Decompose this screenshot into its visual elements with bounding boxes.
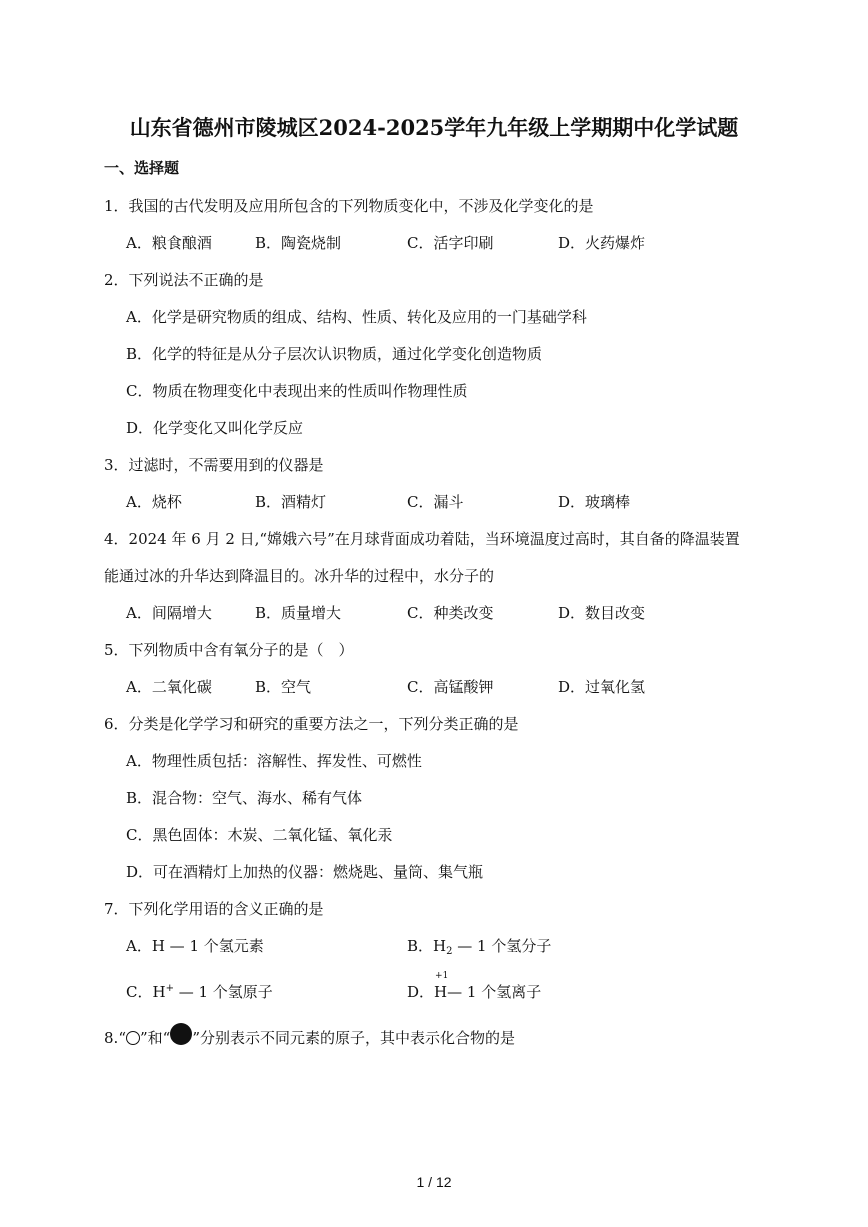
question-7-option-a[interactable]: A．H — 1 个氢元素: [126, 937, 264, 955]
question-3-option-b[interactable]: B．酒精灯: [255, 493, 327, 511]
quote-close-and: ”和“: [139, 1029, 171, 1047]
subscript-2: 2: [446, 946, 453, 957]
question-1-stem: 1．我国的古代发明及应用所包含的下列物质变化中，不涉及化学变化的是: [104, 197, 594, 215]
question-7-option-d[interactable]: [407, 971, 542, 1002]
question-4-option-d[interactable]: D．数目改变: [558, 604, 646, 622]
question-8-stem: [104, 1023, 515, 1048]
question-5-option-d[interactable]: D．过氧化氢: [558, 678, 646, 696]
question-2-stem: 2．下列说法不正确的是: [104, 271, 264, 289]
page-title: 山东省德州市陵城区2024-2025学年九年级上学期期中化学试题: [129, 115, 739, 140]
question-4-stem-line-1: 4．2024 年 6 月 2 日,“嫦娥六号”在月球背面成功着陆，当环境温度过高时，其自备的降温装置: [104, 530, 740, 548]
open-circle-atom-icon: [126, 1031, 140, 1045]
question-2-option-d[interactable]: D．化学变化又叫化学反应: [126, 419, 304, 437]
question-2-option-b[interactable]: B．化学的特征是从分子层次认识物质，通过化学变化创造物质: [126, 345, 543, 363]
question-1-option-d[interactable]: D．火药爆炸: [558, 234, 646, 252]
question-6-stem: 6．分类是化学学习和研究的重要方法之一，下列分类正确的是: [104, 715, 519, 733]
question-6-option-d[interactable]: D．可在酒精灯上加热的仪器：燃烧匙、量筒、集气瓶: [126, 863, 484, 881]
option-c-suffix: — 1 个氢原子: [173, 983, 273, 1001]
quote-open: “: [118, 1029, 126, 1047]
option-c-prefix: C．H: [126, 983, 166, 1001]
question-5-option-c[interactable]: C．高锰酸钾: [407, 678, 494, 696]
question-3-option-d[interactable]: D．玻璃棒: [558, 493, 631, 511]
question-4-option-a[interactable]: A．间隔增大: [126, 604, 212, 622]
page-number: 1 / 12: [416, 1174, 452, 1190]
option-b-suffix: — 1 个氢分子: [452, 937, 552, 955]
question-4-option-b[interactable]: B．质量增大: [255, 604, 342, 622]
superscript-plus: +: [165, 983, 174, 994]
question-5-stem: 5．下列物质中含有氧分子的是（ ）: [104, 641, 354, 659]
option-d-prefix: D．: [407, 983, 435, 1001]
section-heading: 一、选择题: [104, 159, 180, 177]
question-6-option-c[interactable]: C．黑色固体：木炭、二氧化锰、氧化汞: [126, 826, 393, 844]
question-3-option-c[interactable]: C．漏斗: [407, 493, 464, 511]
option-b-prefix: B．H: [407, 937, 447, 955]
question-6-option-b[interactable]: B．混合物：空气、海水、稀有气体: [126, 789, 363, 807]
question-1-option-a[interactable]: A．粮食酿酒: [126, 234, 212, 252]
valence-mark: +1: [435, 971, 449, 981]
question-6-option-a[interactable]: A．物理性质包括：溶解性、挥发性、可燃性: [126, 752, 422, 770]
question-3-stem: 3．过滤时，不需要用到的仪器是: [104, 456, 324, 474]
question-8-number: 8.: [104, 1029, 119, 1047]
valence-h: [434, 971, 449, 1001]
question-2-option-c[interactable]: C．物质在物理变化中表现出来的性质叫作物理性质: [126, 382, 468, 400]
question-3-option-a[interactable]: A．烧杯: [126, 493, 182, 511]
question-5-option-b[interactable]: B．空气: [255, 678, 312, 696]
filled-circle-atom-icon: [170, 1023, 192, 1045]
question-5-option-a[interactable]: A．二氧化碳: [126, 678, 212, 696]
question-8-text: ”分别表示不同元素的原子，其中表示化合物的是: [192, 1029, 515, 1047]
question-7-option-b[interactable]: [407, 935, 551, 957]
question-7-option-c[interactable]: [126, 981, 273, 1002]
question-1-option-b[interactable]: B．陶瓷烧制: [255, 234, 342, 252]
question-4-option-c[interactable]: C．种类改变: [407, 604, 494, 622]
question-1-option-c[interactable]: C．活字印刷: [407, 234, 494, 252]
valence-symbol: H: [434, 983, 448, 1001]
option-d-suffix: — 1 个氢离子: [447, 983, 542, 1001]
question-4-stem-line-2: 能通过冰的升华达到降温目的。冰升华的过程中，水分子的: [104, 567, 495, 585]
question-7-stem: 7．下列化学用语的含义正确的是: [104, 900, 324, 918]
question-2-option-a[interactable]: A．化学是研究物质的组成、结构、性质、转化及应用的一门基础学科: [126, 308, 587, 326]
